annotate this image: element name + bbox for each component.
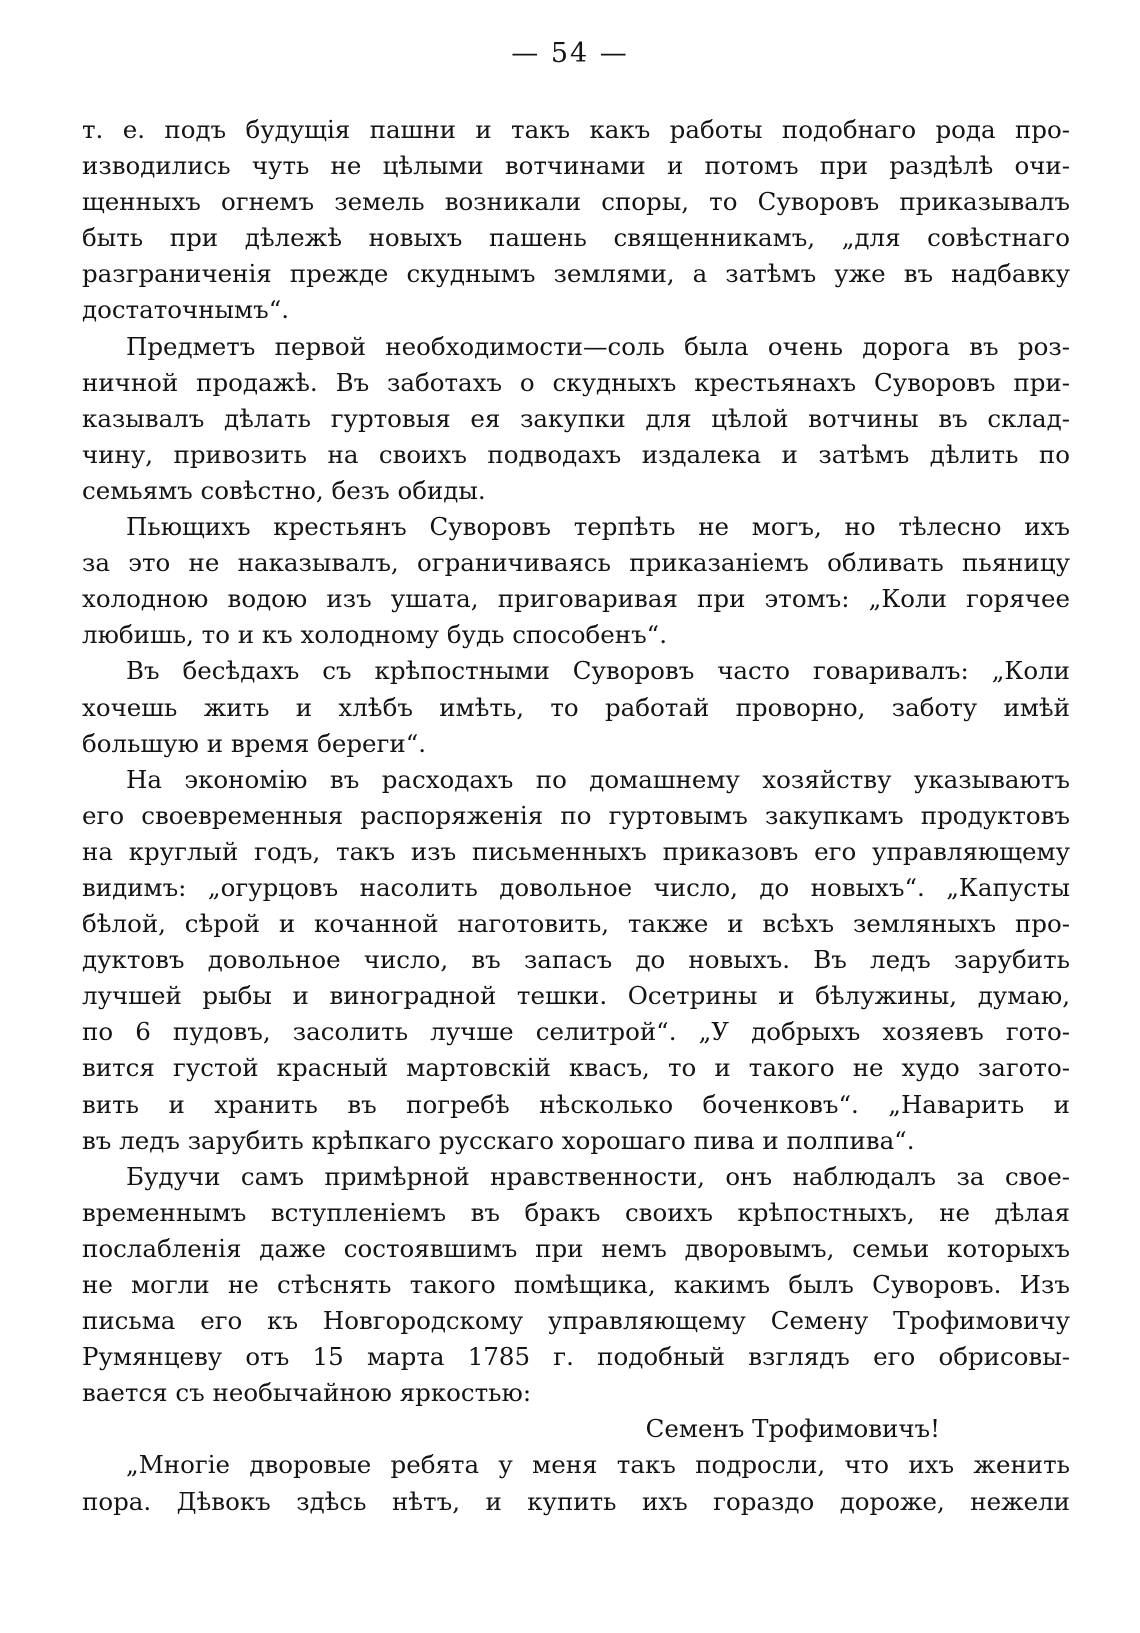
text-line: разграниченія прежде скуднымъ землями, а затѣмъ уже въ надбавку (82, 259, 1070, 289)
text-line: вить и хранить въ погребѣ нѣсколько боченковъ“. „Наварить и (82, 1089, 1070, 1119)
text-line: На экономію въ расходахъ по домашнему хозяйству указываютъ (126, 764, 1070, 794)
text-line: т. е. подъ будущія пашни и такъ какъ работы подобнаго рода про- (82, 115, 1070, 144)
text-line: Румянцеву отъ 15 марта 1785 г. подобный взглядъ его обрисовы- (82, 1342, 1070, 1372)
text-line: Пьющихъ крестьянъ Суворовъ терпѣть не могъ, но тѣлесно ихъ (126, 512, 1070, 542)
text-line: казывалъ дѣлать гуртовыя ея закупки для цѣлой вотчины въ склад- (82, 403, 1070, 433)
text-line: его своевременныя распоряженія по гуртовымъ закупкамъ продуктовъ (82, 800, 1070, 830)
paragraph (82, 653, 1070, 761)
letter-quote (82, 1447, 1070, 1519)
text-line: за это не наказывалъ, ограничиваясь приказаніемъ обливать пьяницу (82, 548, 1070, 578)
text-line: бѣлой, сѣрой и кочанной наготовить, также и всѣхъ земляныхъ про- (82, 909, 1070, 939)
text-line: изводились чуть не цѣлыми вотчинами и потомъ при раздѣлѣ очи- (82, 151, 1070, 181)
text-line: „Многіе дворовые ребята у меня такъ подросли, что ихъ женить (126, 1450, 1070, 1480)
text-line: послабленія даже состоявшимъ при немъ дворовымъ, семьи которыхъ (82, 1233, 1070, 1263)
paragraph (82, 509, 1070, 653)
text-line: вается съ необычайною яркостью: (82, 1378, 532, 1408)
paragraph (82, 762, 1070, 1159)
body-text (82, 112, 1070, 1520)
text-line: Предметъ первой необходимости—соль была очень дорога въ роз- (126, 331, 1070, 361)
text-line: щенныхъ огнемъ земель возникали споры, то Суворовъ приказывалъ (82, 187, 1070, 217)
text-line: видимъ: „огурцовъ насолить довольное число, до новыхъ“. „Капусты (82, 872, 1070, 902)
text-line: большую и время береги“. (82, 728, 427, 758)
text-line: по 6 пудовъ, засолить лучше селитрой“. „У добрыхъ хозяевъ гото- (82, 1017, 1070, 1047)
text-line: достаточнымъ“. (82, 295, 290, 325)
text-line: письма его къ Новгородскому управляющему Семену Трофимовичу (82, 1306, 1070, 1336)
text-line: временнымъ вступленіемъ въ бракъ своихъ крѣпостныхъ, не дѣлая (82, 1197, 1070, 1227)
text-line: быть при дѣлежѣ новыхъ пашень священникамъ, „для совѣстнаго (82, 223, 1070, 253)
text-line: Будучи самъ примѣрной нравственности, онъ наблюдалъ за свое- (126, 1161, 1070, 1191)
text-line: хочешь жить и хлѣбъ имѣть, то работай проворно, заботу имѣй (82, 692, 1070, 722)
paragraph (82, 112, 1070, 329)
text-line: семьямъ совѣстно, безъ обиды. (82, 475, 486, 505)
paragraph (82, 329, 1070, 509)
text-line: пора. Дѣвокъ здѣсь нѣтъ, и купить ихъ гораздо дороже, нежели (82, 1486, 1070, 1516)
page-number: — 54 — (511, 38, 629, 69)
text-line: чину, привозить на своихъ подводахъ издалека и затѣмъ дѣлить по (82, 439, 1070, 469)
text-line: на круглый годъ, такъ изъ письменныхъ приказовъ его управляющему (82, 836, 1070, 866)
text-line: любишь, то и къ холодному будь способенъ“. (82, 620, 667, 650)
text-line: лучшей рыбы и виноградной тешки. Осетрины и бѣлужины, думаю, (82, 981, 1070, 1011)
text-line: ничной продажѣ. Въ заботахъ о скудныхъ крестьянахъ Суворовъ при- (82, 367, 1070, 397)
text-line: вится густой красный мартовскій квасъ, то и такого не худо загото- (82, 1053, 1070, 1083)
paragraph (82, 1159, 1070, 1412)
text-line: Въ бесѣдахъ съ крѣпостными Суворовъ часто говаривалъ: „Коли (126, 656, 1070, 686)
letter-salutation: Семенъ Трофимовичъ! (645, 1414, 940, 1444)
text-line: не могли не стѣснять такого помѣщика, какимъ былъ Суворовъ. Изъ (82, 1270, 1070, 1299)
text-line: въ ледъ зарубить крѣпкаго русскаго хорошаго пива и полпива“. (82, 1125, 915, 1155)
text-line: дуктовъ довольное число, въ запасъ до новыхъ. Въ ледъ зарубить (82, 945, 1070, 975)
text-line: холодною водою изъ ушата, приговаривая при этомъ: „Коли горячее (82, 584, 1070, 614)
